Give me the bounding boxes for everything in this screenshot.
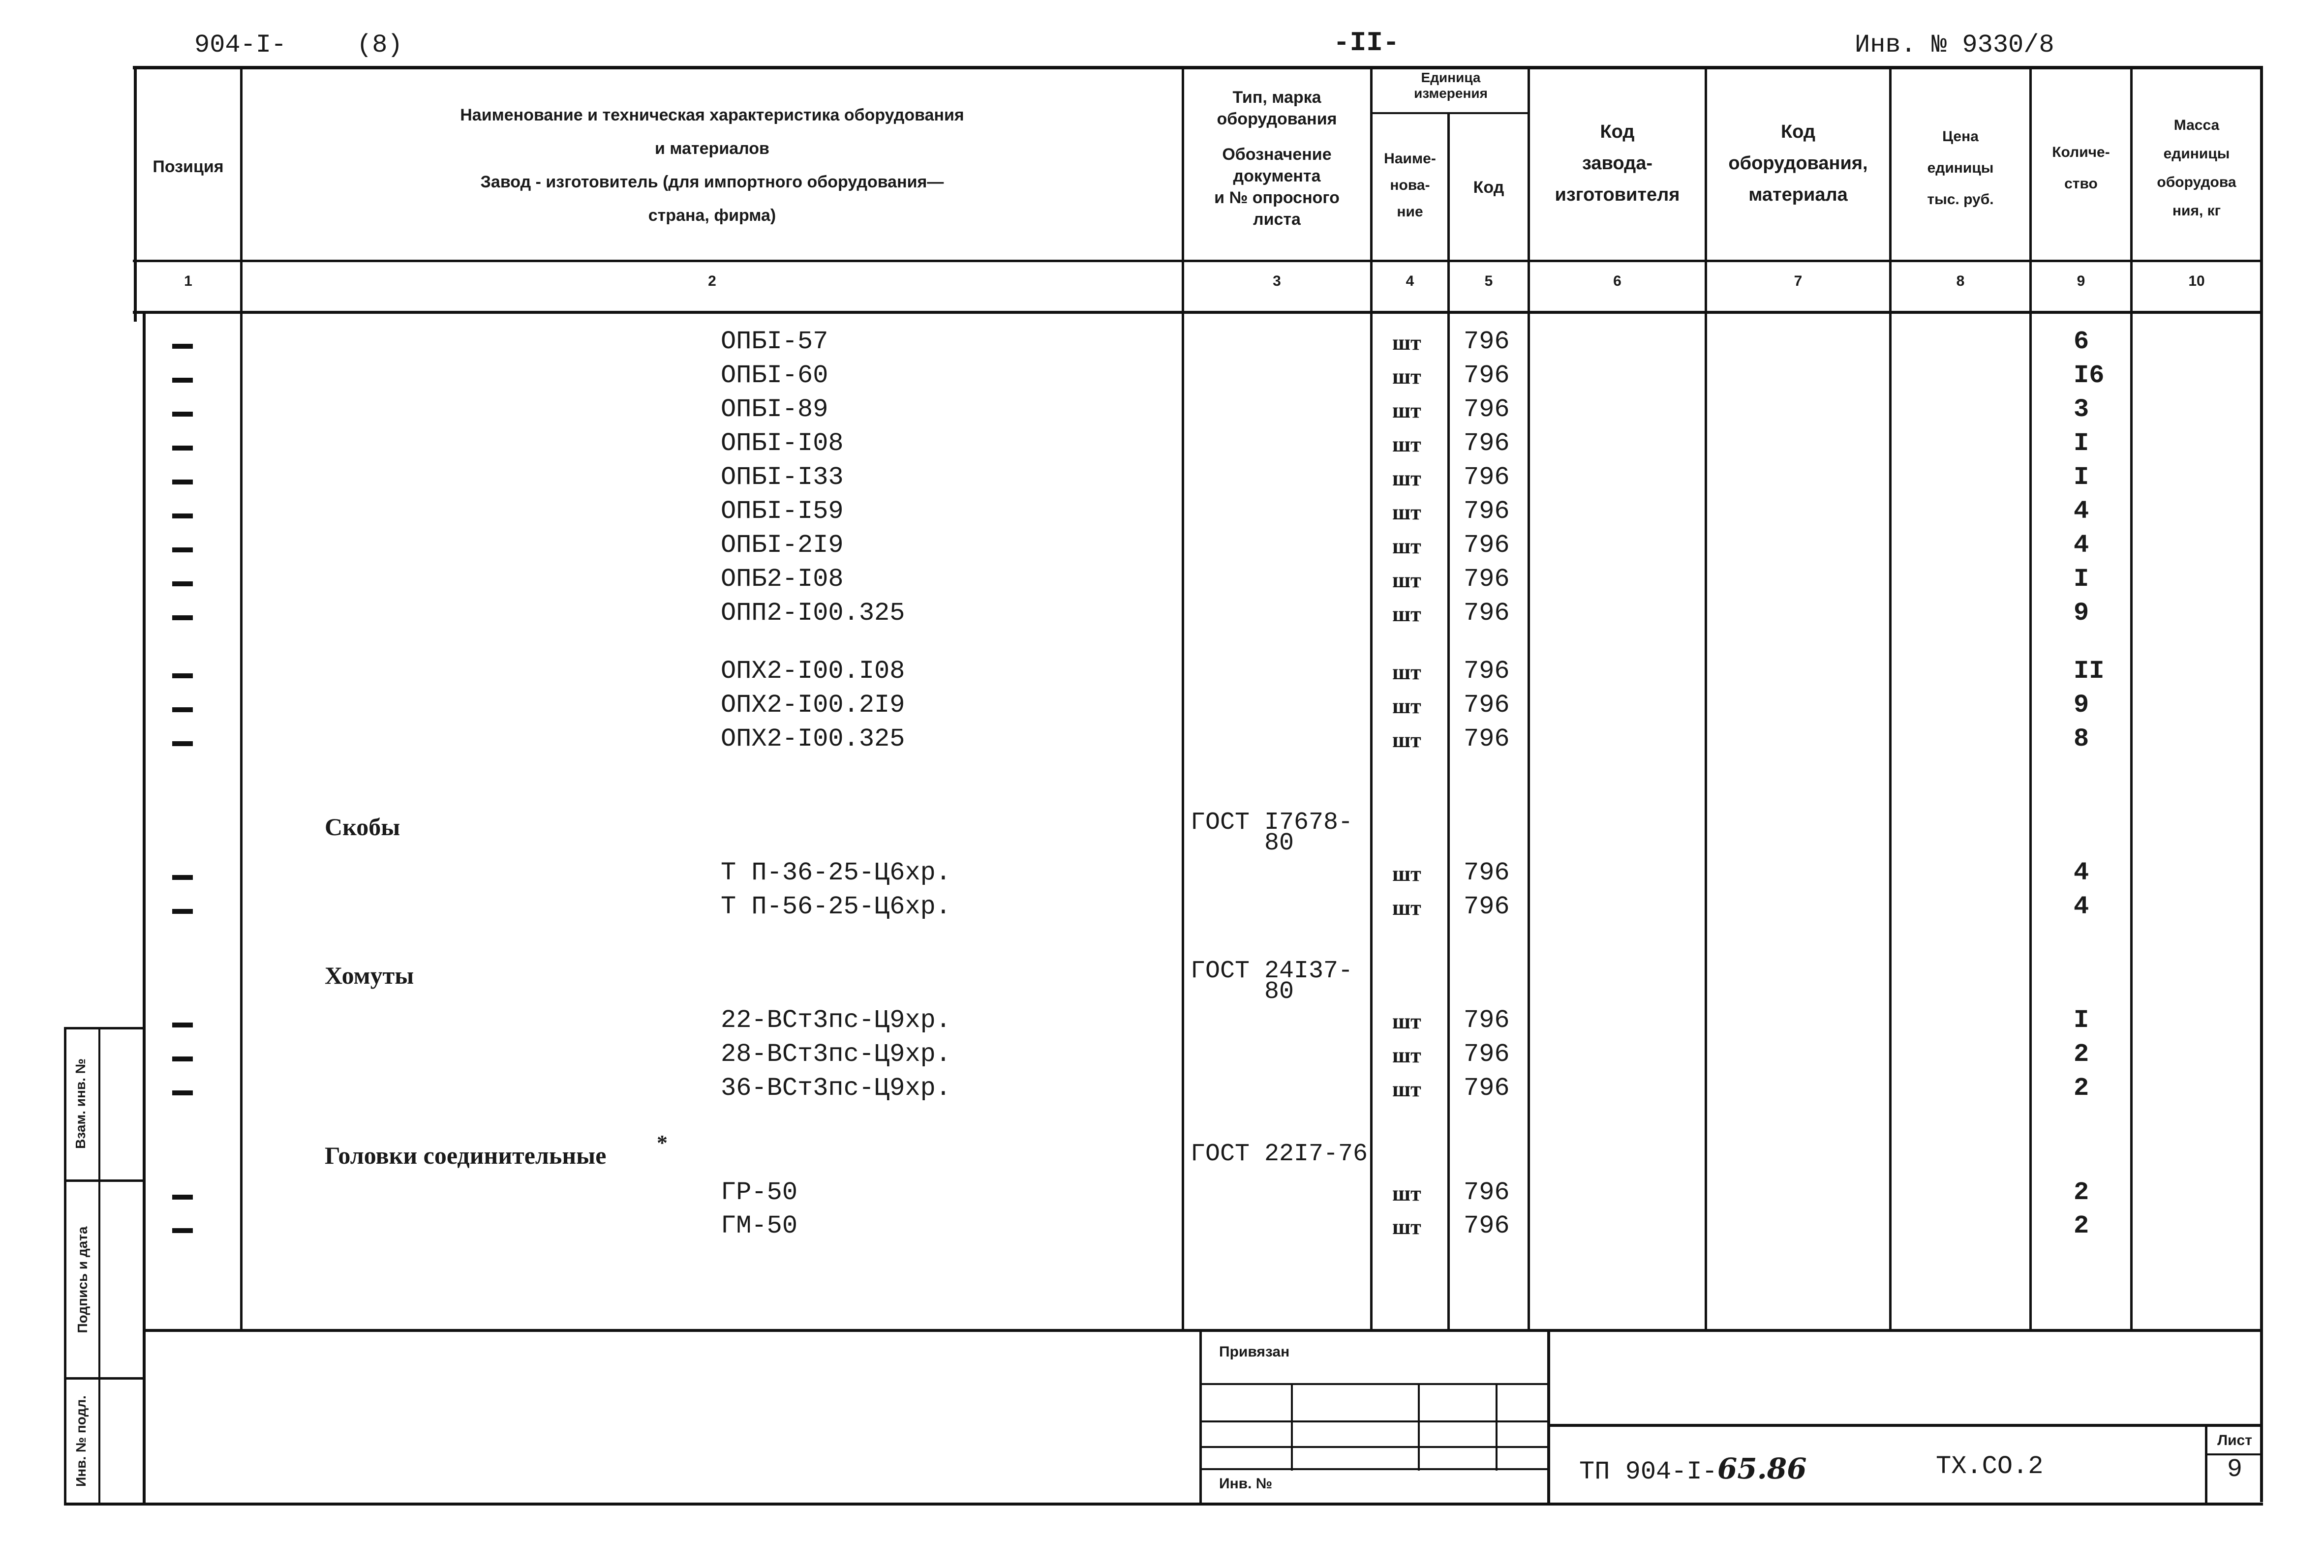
item-name: ОПХ2-I00.2I9 <box>721 691 905 720</box>
col-header-price-line3: тыс. руб. <box>1927 191 1994 208</box>
col-header-mass <box>2133 111 2261 225</box>
quantity: I <box>2074 463 2089 492</box>
quantity: 4 <box>2074 497 2089 526</box>
col-sep-4 <box>1447 113 1450 1330</box>
col-header-name-line1: Наименование и техническая характеристика оборудования <box>460 106 964 124</box>
col-header-type-line3: Обозначение <box>1222 145 1332 164</box>
col-number-5: 5 <box>1484 273 1493 289</box>
quantity: I6 <box>2074 361 2105 390</box>
col-header-maker-code-line3: изготовителя <box>1555 184 1680 205</box>
item-name: ОПБ2-I08 <box>721 565 844 594</box>
col-sep-9 <box>2130 66 2133 1330</box>
unit-code: 796 <box>1464 531 1510 560</box>
quantity: 2 <box>2074 1074 2089 1103</box>
frame-bottom <box>64 1503 2263 1506</box>
col-header-price-line1: Цена <box>1942 128 1979 145</box>
page-mark: -II- <box>1333 27 1400 59</box>
col-header-equip-code <box>1707 116 1889 211</box>
item-name: 22-ВСт3пс-Ц9хр. <box>721 1006 951 1035</box>
group-title-golovki: Головки соединительные <box>325 1142 607 1169</box>
frame-top <box>133 66 2263 69</box>
unit-code: 796 <box>1464 1006 1510 1035</box>
stamp-left-border <box>1199 1329 1202 1504</box>
col-number-3: 3 <box>1273 273 1281 289</box>
quantity: I <box>2074 429 2089 458</box>
unit-name: шт <box>1392 432 1421 456</box>
col-number-1: 1 <box>184 273 192 289</box>
col-header-maker-code-line1: Код <box>1600 121 1635 142</box>
quantity: 9 <box>2074 691 2089 720</box>
stamp-col-a <box>1291 1383 1293 1471</box>
col-header-unit-group-line2: измерения <box>1414 86 1488 101</box>
inventory-number: Инв. № 9330/8 <box>1855 30 2054 60</box>
col-header-name <box>244 98 1181 232</box>
col-header-mass-line2: единицы <box>2163 146 2230 162</box>
position-dash <box>172 344 193 349</box>
col-number-6: 6 <box>1613 273 1621 289</box>
unit-name: шт <box>1392 331 1421 355</box>
col-header-maker-code-line2: завода- <box>1582 153 1652 174</box>
col-header-unit-group <box>1373 70 1529 101</box>
stamp-inv-no: Инв. № <box>1219 1476 1273 1492</box>
unit-name: шт <box>1392 1215 1421 1239</box>
position-dash <box>172 1090 193 1095</box>
col-header-type-line4: документа <box>1233 167 1321 185</box>
col-header-mass-line1: Масса <box>2173 117 2220 133</box>
unit-code: 796 <box>1464 724 1510 754</box>
unit-name: шт <box>1392 862 1421 886</box>
item-name: ОПБI-89 <box>721 395 828 424</box>
col-header-position: Позиция <box>153 157 224 176</box>
unit-code: 796 <box>1464 1074 1510 1103</box>
unit-code: 796 <box>1464 395 1510 424</box>
col-header-equip-code-line3: материала <box>1748 184 1848 205</box>
side-stamp-inner <box>98 1027 100 1505</box>
unit-code: 796 <box>1464 691 1510 720</box>
item-name: Т П-36-25-Ц6хр. <box>721 858 951 887</box>
header-bottom-line <box>133 260 2263 262</box>
quantity: 4 <box>2074 858 2089 887</box>
unit-code: 796 <box>1464 361 1510 390</box>
col-header-unit-name-line3: ние <box>1397 204 1423 220</box>
col-header-mass-line3: оборудова <box>2157 174 2236 190</box>
position-dash <box>172 1228 193 1233</box>
unit-name: шт <box>1392 1009 1421 1033</box>
position-dash <box>172 1056 193 1061</box>
col-number-7: 7 <box>1794 273 1803 289</box>
col-header-type-line6: листа <box>1253 210 1301 229</box>
unit-code: 796 <box>1464 599 1510 628</box>
stamp-mid-border <box>1547 1329 1550 1504</box>
position-dash <box>172 547 193 552</box>
col-header-type-line1: Тип, марка <box>1232 88 1321 107</box>
unit-name: шт <box>1392 1043 1421 1067</box>
stamp-col-c <box>1496 1383 1498 1471</box>
col-header-type-line2: оборудования <box>1217 110 1337 128</box>
item-name: Т П-56-25-Ц6хр. <box>721 892 951 921</box>
unit-name: шт <box>1392 1181 1421 1206</box>
col-header-name-line2: и материалов <box>655 139 769 158</box>
quantity: 6 <box>2074 327 2089 356</box>
col-sep-5 <box>1528 66 1530 1330</box>
unit-name: шт <box>1392 660 1421 684</box>
stamp-title-top <box>1547 1424 2263 1427</box>
group-gost-golovki: ГОСТ 22I7-76 <box>1191 1140 1368 1168</box>
item-name: ОПБI-I08 <box>721 429 844 458</box>
side-stamp-top <box>64 1027 145 1029</box>
side-label-vzam: Взам. инв. № <box>73 1058 88 1149</box>
item-name: ГР-50 <box>721 1178 798 1207</box>
position-dash <box>172 412 193 417</box>
unit-name: шт <box>1392 728 1421 752</box>
unit-name: шт <box>1392 568 1421 592</box>
quantity: 9 <box>2074 599 2089 628</box>
position-dash <box>172 480 193 484</box>
side-label-podpis: Подпись и дата <box>75 1226 90 1333</box>
body-bottom-line <box>143 1329 2263 1332</box>
item-name: ОПБI-2I9 <box>721 531 844 560</box>
item-name: ОПХ2-I00.I08 <box>721 657 905 686</box>
col-number-8: 8 <box>1956 273 1965 289</box>
unit-code: 796 <box>1464 657 1510 686</box>
unit-name: шт <box>1392 466 1421 490</box>
quantity: 8 <box>2074 724 2089 754</box>
side-label-inv-podl: Инв. № подл. <box>73 1395 89 1487</box>
unit-code: 796 <box>1464 858 1510 887</box>
position-dash <box>172 707 193 712</box>
quantity: 4 <box>2074 892 2089 921</box>
col-header-unit-name-line1: Наиме- <box>1384 151 1436 167</box>
stamp-sheet-number: 9 <box>2227 1455 2243 1484</box>
unit-code: 796 <box>1464 327 1510 356</box>
quantity: I <box>2074 565 2089 594</box>
col-header-name-line3: Завод - изготовитель (для импортного оборудования— <box>480 173 944 191</box>
unit-group-line <box>1370 112 1530 114</box>
quantity: 2 <box>2074 1040 2089 1069</box>
col-header-qty-line2: ство <box>2064 176 2098 192</box>
item-name: ОПБI-57 <box>721 327 828 356</box>
stamp-drawing-code: ТХ.СО.2 <box>1936 1452 2044 1481</box>
position-dash <box>172 875 193 880</box>
group-gost-skoby-line1: ГОСТ I7678- <box>1191 809 1353 837</box>
position-dash <box>172 909 193 914</box>
stamp-privyazan: Привязан <box>1219 1344 1290 1360</box>
position-dash <box>172 673 193 678</box>
item-name: ОПБI-60 <box>721 361 828 390</box>
group-gost-khomuty-line2: 80 <box>1264 978 1294 1006</box>
stamp-sheet-label: Лист <box>2217 1432 2252 1448</box>
col-number-2: 2 <box>708 273 716 289</box>
col-sep-1 <box>240 66 243 1330</box>
col-sep-8 <box>2029 66 2032 1330</box>
group-gost-khomuty-line1: ГОСТ 24I37- <box>1191 957 1353 985</box>
unit-name: шт <box>1392 1077 1421 1101</box>
quantity: 2 <box>2074 1178 2089 1207</box>
position-dash <box>172 615 193 620</box>
unit-name: шт <box>1392 896 1421 920</box>
col-header-equip-code-line2: оборудования, <box>1728 153 1868 174</box>
col-header-unit-name-line2: нова- <box>1390 177 1430 193</box>
item-name: ГМ-50 <box>721 1211 798 1240</box>
item-name: ОПБI-I33 <box>721 463 844 492</box>
unit-code: 796 <box>1464 565 1510 594</box>
group-title-khomuty: Хомуты <box>325 962 414 989</box>
unit-name: шт <box>1392 694 1421 718</box>
stamp-designation <box>1579 1452 1806 1486</box>
quantity: 4 <box>2074 531 2089 560</box>
position-dash <box>172 741 193 746</box>
stamp-sheet-left <box>2205 1424 2207 1503</box>
col-header-name-line4: страна, фирма) <box>648 206 776 225</box>
col-number-4: 4 <box>1406 273 1414 289</box>
unit-name: шт <box>1392 398 1421 422</box>
footnote-asterisk: * <box>657 1131 668 1155</box>
group-gost-khomuty <box>1191 957 1353 1006</box>
unit-name: шт <box>1392 602 1421 626</box>
item-name: ОПБI-I59 <box>721 497 844 526</box>
col-header-price-line2: единицы <box>1927 160 1994 176</box>
item-name: ОПП2-I00.325 <box>721 599 905 628</box>
unit-code: 796 <box>1464 1178 1510 1207</box>
stamp-col-b <box>1418 1383 1420 1471</box>
side-stamp-left <box>64 1027 66 1505</box>
position-dash <box>172 1195 193 1200</box>
position-dash <box>172 513 193 518</box>
unit-code: 796 <box>1464 1211 1510 1240</box>
stamp-designation-prefix: ТП 904-I- <box>1579 1457 1717 1486</box>
col-sep-2 <box>1182 66 1184 1330</box>
frame-left-lower <box>143 314 146 1504</box>
unit-code: 796 <box>1464 1040 1510 1069</box>
col-header-unit-code: Код <box>1473 178 1504 197</box>
quantity: II <box>2074 657 2105 686</box>
edition-mark: (8) <box>357 30 403 60</box>
position-dash <box>172 581 193 586</box>
unit-code: 796 <box>1464 429 1510 458</box>
group-gost-skoby <box>1191 809 1353 857</box>
quantity: I <box>2074 1006 2089 1035</box>
unit-name: шт <box>1392 364 1421 389</box>
position-dash <box>172 446 193 451</box>
group-title-skoby: Скобы <box>325 813 400 841</box>
col-sep-3 <box>1370 66 1373 1330</box>
col-header-mass-line4: ния, кг <box>2172 203 2221 219</box>
col-sep-7 <box>1889 66 1892 1330</box>
col-number-9: 9 <box>2077 273 2085 289</box>
col-header-type-line5: и № опросного <box>1214 188 1340 207</box>
col-header-equip-code-line1: Код <box>1780 121 1816 142</box>
unit-code: 796 <box>1464 463 1510 492</box>
quantity: 3 <box>2074 395 2089 424</box>
col-header-price <box>1892 121 2029 215</box>
unit-name: шт <box>1392 534 1421 558</box>
doc-code: 904-I- <box>194 30 287 60</box>
group-gost-skoby-line2: 80 <box>1264 829 1294 857</box>
unit-code: 796 <box>1464 892 1510 921</box>
col-header-type <box>1185 87 1369 230</box>
col-header-unit-group-line1: Единица <box>1421 70 1481 85</box>
col-sep-6 <box>1705 66 1707 1330</box>
unit-code: 796 <box>1464 497 1510 526</box>
position-dash <box>172 378 193 383</box>
colnum-bottom-line <box>133 311 2263 314</box>
col-header-qty-line1: Количе- <box>2052 144 2110 160</box>
item-name: 36-ВСт3пс-Ц9хр. <box>721 1074 951 1103</box>
col-header-unit-name <box>1373 146 1447 225</box>
col-header-qty <box>2032 137 2130 200</box>
col-header-maker-code <box>1530 116 1705 211</box>
item-name: 28-ВСт3пс-Ц9хр. <box>721 1040 951 1069</box>
stamp-designation-handwritten: 65.86 <box>1717 1452 1807 1485</box>
position-dash <box>172 1023 193 1027</box>
quantity: 2 <box>2074 1211 2089 1240</box>
unit-name: шт <box>1392 500 1421 524</box>
col-number-10: 10 <box>2188 273 2205 289</box>
item-name: ОПХ2-I00.325 <box>721 724 905 754</box>
frame-left <box>134 66 137 322</box>
